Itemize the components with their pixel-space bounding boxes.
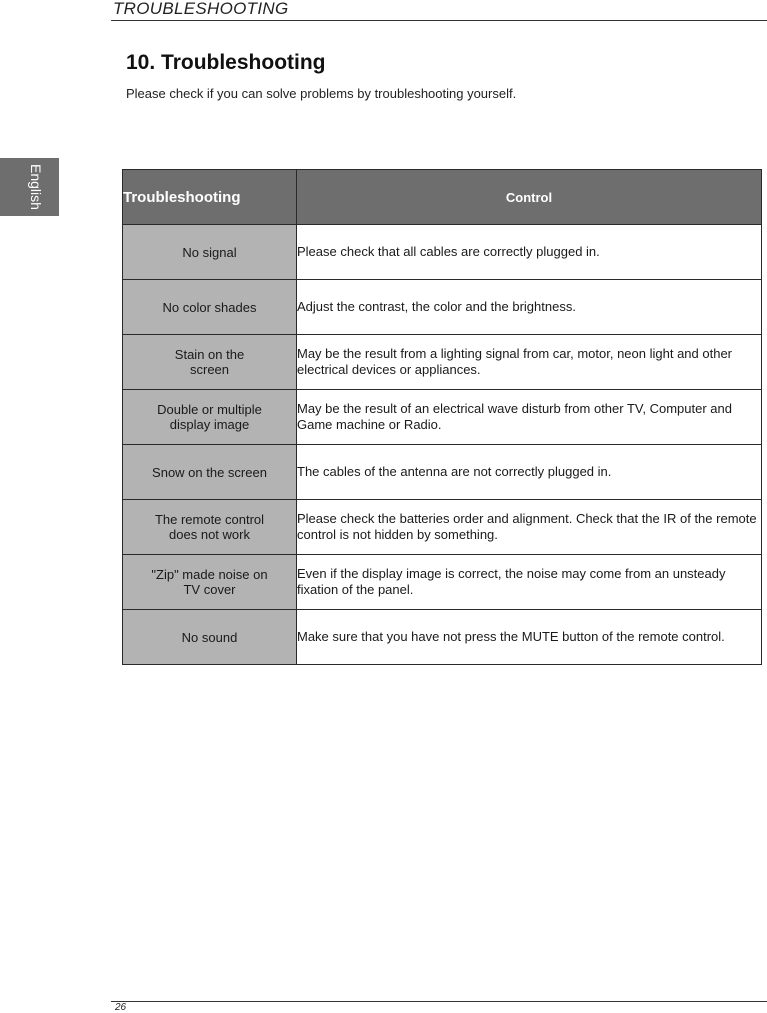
problem-cell: Snow on the screen — [123, 445, 297, 500]
control-cell: Please check that all cables are correctly plugged in. — [297, 225, 762, 280]
control-cell: Make sure that you have not press the MUTE button of the remote control. — [297, 610, 762, 665]
intro-paragraph: Please check if you can solve problems by troubleshooting yourself. — [126, 86, 517, 101]
problem-cell: No signal — [123, 225, 297, 280]
table-row — [123, 390, 762, 445]
section-header-title: TROUBLESHOOTING — [113, 0, 289, 18]
problem-cell: No color shades — [123, 280, 297, 335]
problem-cell: No sound — [123, 610, 297, 665]
language-tab — [0, 158, 59, 216]
control-cell: May be the result of an electrical wave disturb from other TV, Computer and Game machine or Radio. — [297, 390, 762, 445]
footer-divider — [111, 1001, 767, 1002]
control-cell: May be the result from a lighting signal from car, motor, neon light and other electrical devices or appliances. — [297, 335, 762, 390]
language-tab-label: English — [28, 164, 44, 210]
control-cell: Please check the batteries order and alignment. Check that the IR of the remote control is not hidden by something. — [297, 500, 762, 555]
table-row — [123, 280, 762, 335]
table-row — [123, 225, 762, 280]
problem-cell: "Zip" made noise on TV cover — [123, 555, 297, 610]
table-row — [123, 610, 762, 665]
column-header-control: Control — [297, 170, 762, 225]
control-cell: The cables of the antenna are not correctly plugged in. — [297, 445, 762, 500]
header-divider — [111, 20, 767, 21]
table-row — [123, 335, 762, 390]
control-cell: Even if the display image is correct, the noise may come from an unsteady fixation of the panel. — [297, 555, 762, 610]
problem-cell: Stain on the screen — [123, 335, 297, 390]
page-number: 26 — [115, 1002, 127, 1013]
table-row — [123, 445, 762, 500]
table-row — [123, 555, 762, 610]
table-header-row — [123, 170, 762, 225]
page-title: 10. Troubleshooting — [126, 51, 326, 74]
troubleshooting-table — [122, 169, 762, 665]
problem-cell: The remote control does not work — [123, 500, 297, 555]
column-header-troubleshooting: Troubleshooting — [123, 170, 297, 225]
control-cell: Adjust the contrast, the color and the brightness. — [297, 280, 762, 335]
table-row — [123, 500, 762, 555]
problem-cell: Double or multiple display image — [123, 390, 297, 445]
